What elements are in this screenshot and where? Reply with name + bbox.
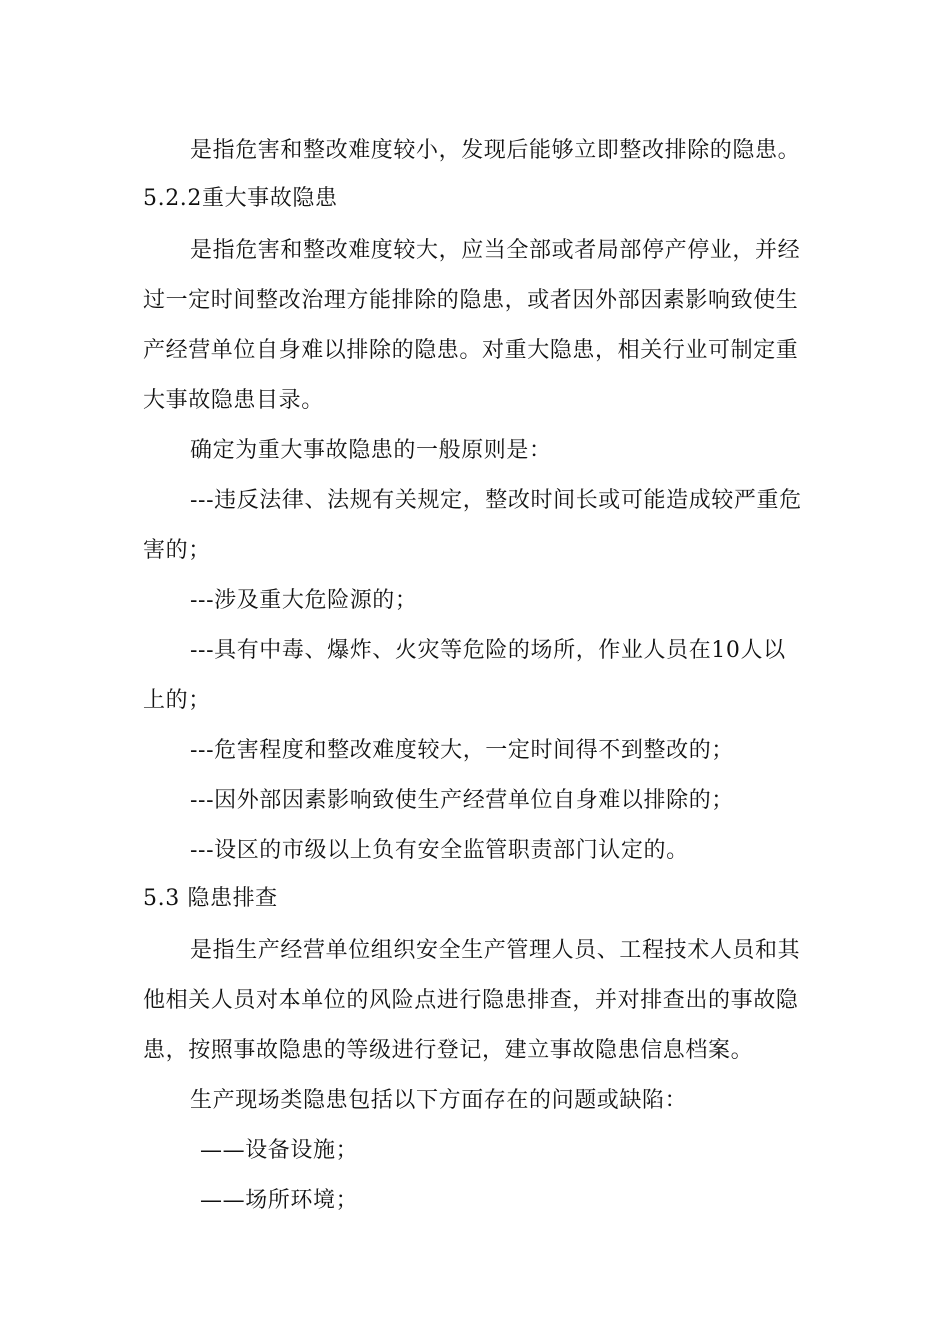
list-item-line: ---因外部因素影响致使生产经营单位自身难以排除的； [190, 788, 734, 813]
list-item-line: ---危害程度和整改难度较大，一定时间得不到整改的； [190, 738, 734, 763]
paragraph-line: 过一定时间整改治理方能排除的隐患，或者因外部因素影响致使生 [143, 288, 799, 313]
paragraph-line: 产经营单位自身难以排除的隐患。对重大隐患，相关行业可制定重 [143, 338, 799, 363]
list-item-line: 害的； [143, 538, 211, 563]
paragraph-line: 确定为重大事故隐患的一般原则是： [190, 438, 552, 463]
paragraph-line: 患，按照事故隐患的等级进行登记，建立事故隐患信息档案。 [143, 1038, 754, 1063]
paragraph-line: 他相关人员对本单位的风险点进行隐患排查，并对排查出的事故隐 [143, 988, 799, 1013]
section-heading-5-3: 5.3 隐患排查 [143, 886, 278, 911]
list-item-line: ---涉及重大危险源的； [190, 588, 418, 613]
paragraph-line: 是指危害和整改难度较小，发现后能够立即整改排除的隐患。 [190, 138, 801, 163]
list-item-line: ——场所环境； [200, 1188, 359, 1213]
paragraph-line: 大事故隐患目录。 [143, 388, 324, 413]
paragraph-line: 生产现场类隐患包括以下方面存在的问题或缺陷： [190, 1088, 688, 1113]
list-item-line: ---具有中毒、爆炸、火灾等危险的场所，作业人员在10人以 [190, 638, 786, 663]
list-item-line: ---设区的市级以上负有安全监管职责部门认定的。 [190, 838, 689, 863]
list-item-line: ---违反法律、法规有关规定，整改时间长或可能造成较严重危 [190, 488, 802, 513]
list-item-line: ——设备设施； [200, 1138, 359, 1163]
section-heading-5-2-2: 5.2.2重大事故隐患 [143, 186, 338, 211]
paragraph-line: 是指危害和整改难度较大，应当全部或者局部停产停业，并经 [190, 238, 801, 263]
list-item-line: 上的； [143, 688, 211, 713]
paragraph-line: 是指生产经营单位组织安全生产管理人员、工程技术人员和其 [190, 938, 801, 963]
